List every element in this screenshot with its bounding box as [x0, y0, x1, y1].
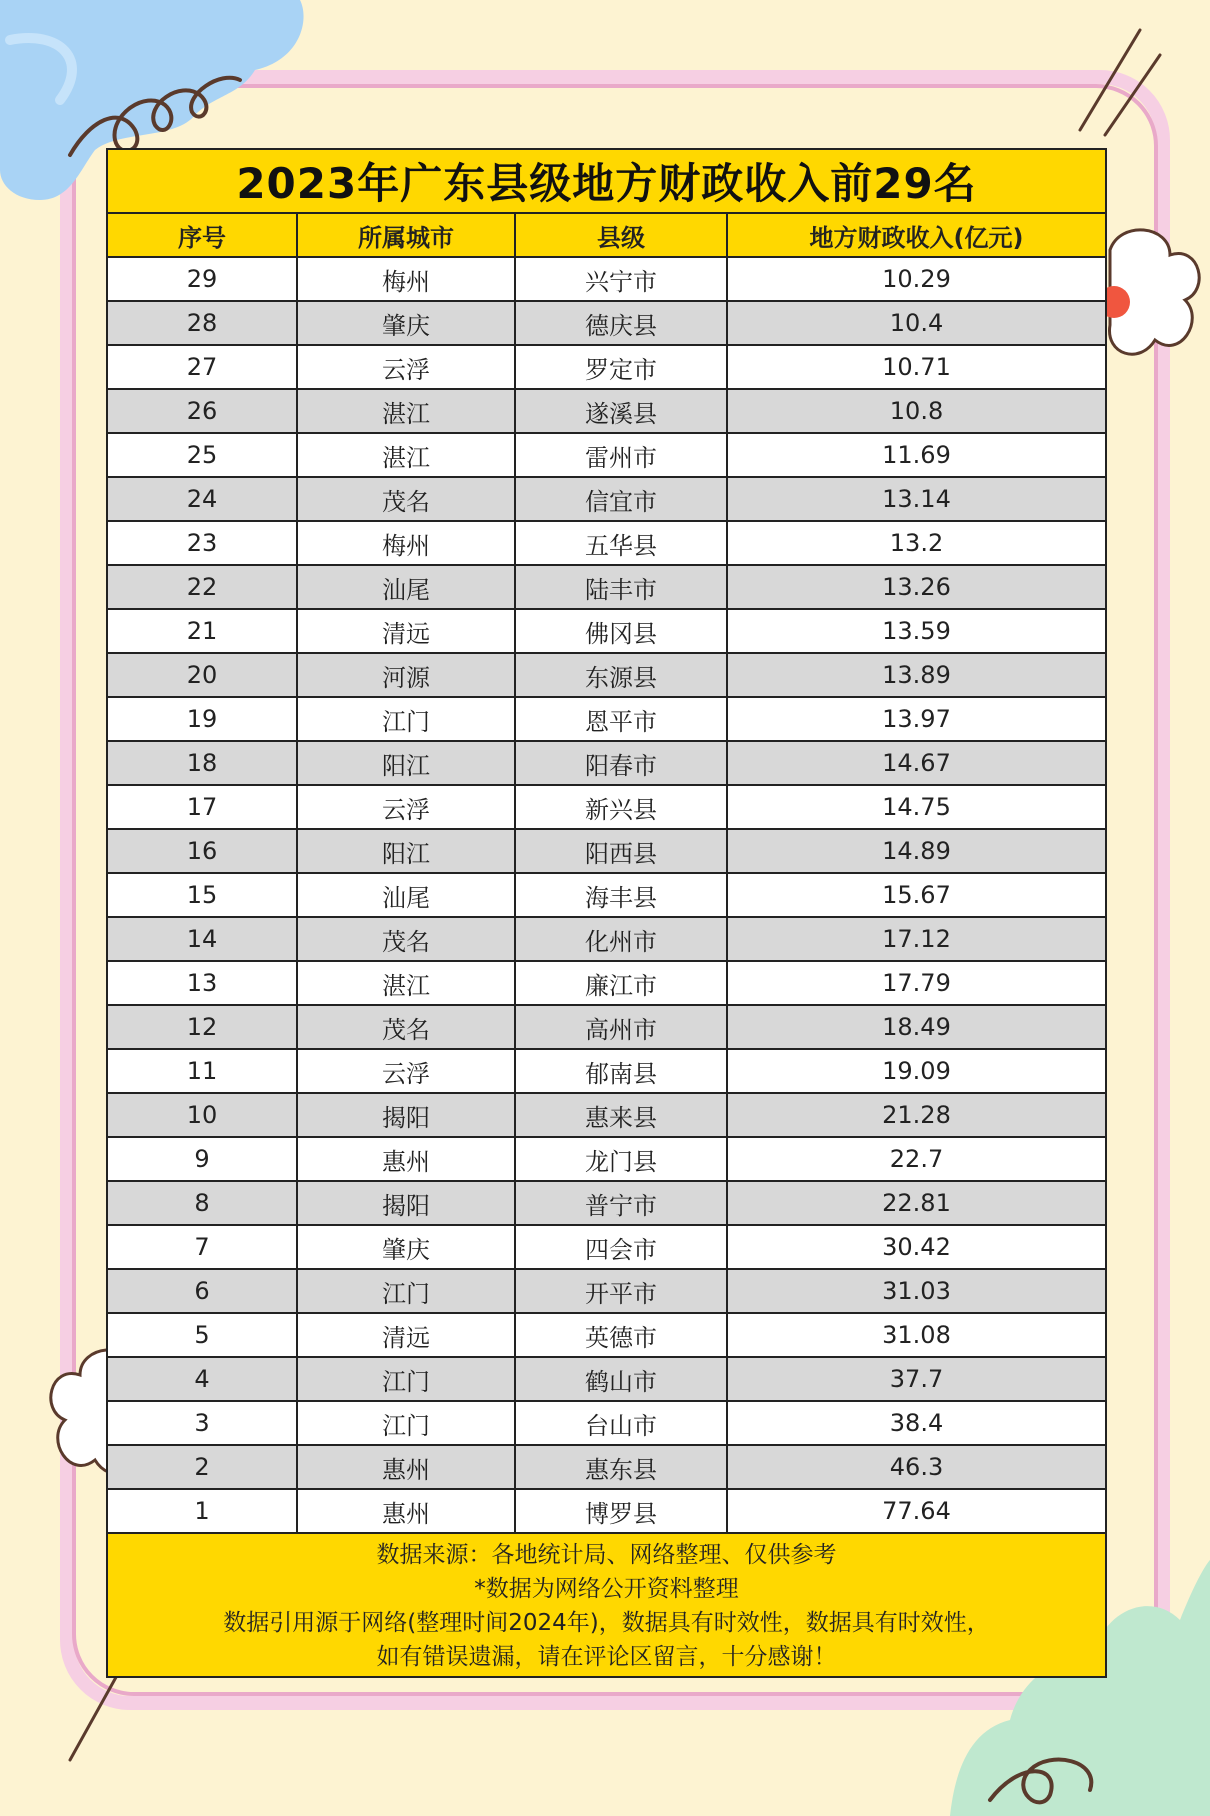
table-row: [108, 345, 1105, 389]
cell-rank: 4: [108, 1357, 297, 1401]
cell-city: 江门: [297, 697, 515, 741]
cell-city: 肇庆: [297, 1225, 515, 1269]
cell-city: 湛江: [297, 961, 515, 1005]
cell-county: 陆丰市: [515, 565, 727, 609]
cell-revenue: 22.7: [727, 1137, 1105, 1181]
cell-revenue: 14.89: [727, 829, 1105, 873]
table-row: [108, 1489, 1105, 1533]
table-row: [108, 609, 1105, 653]
table-row: [108, 477, 1105, 521]
cell-rank: 28: [108, 301, 297, 345]
disclaimer-line: *数据为网络公开资料整理: [474, 1576, 739, 1602]
cell-county: 五华县: [515, 521, 727, 565]
cell-revenue: 30.42: [727, 1225, 1105, 1269]
cell-rank: 20: [108, 653, 297, 697]
table-row: [108, 301, 1105, 345]
cell-city: 梅州: [297, 521, 515, 565]
cell-rank: 21: [108, 609, 297, 653]
cell-county: 信宜市: [515, 477, 727, 521]
cell-revenue: 10.4: [727, 301, 1105, 345]
cell-county: 高州市: [515, 1005, 727, 1049]
header-county: 县级: [515, 214, 727, 257]
cell-rank: 12: [108, 1005, 297, 1049]
cell-rank: 25: [108, 433, 297, 477]
cell-county: 佛冈县: [515, 609, 727, 653]
cell-county: 英德市: [515, 1313, 727, 1357]
table-row: [108, 433, 1105, 477]
cell-county: 遂溪县: [515, 389, 727, 433]
table-row: [108, 653, 1105, 697]
table-row: [108, 1445, 1105, 1489]
cell-city: 惠州: [297, 1445, 515, 1489]
cell-revenue: 46.3: [727, 1445, 1105, 1489]
cell-county: 廉江市: [515, 961, 727, 1005]
cell-city: 汕尾: [297, 565, 515, 609]
cell-city: 云浮: [297, 785, 515, 829]
cell-city: 惠州: [297, 1137, 515, 1181]
cell-city: 江门: [297, 1269, 515, 1313]
cell-city: 河源: [297, 653, 515, 697]
cell-rank: 6: [108, 1269, 297, 1313]
cell-county: 雷州市: [515, 433, 727, 477]
cell-county: 兴宁市: [515, 257, 727, 301]
cell-city: 清远: [297, 609, 515, 653]
cell-city: 阳江: [297, 829, 515, 873]
cell-city: 清远: [297, 1313, 515, 1357]
cell-rank: 10: [108, 1093, 297, 1137]
cell-rank: 3: [108, 1401, 297, 1445]
cell-rank: 18: [108, 741, 297, 785]
table-row: [108, 565, 1105, 609]
cell-county: 博罗县: [515, 1489, 727, 1533]
cell-city: 揭阳: [297, 1181, 515, 1225]
table-row: [108, 1357, 1105, 1401]
header-rank: 序号: [108, 214, 297, 257]
cell-revenue: 31.03: [727, 1269, 1105, 1313]
cell-county: 龙门县: [515, 1137, 727, 1181]
cell-city: 茂名: [297, 917, 515, 961]
cell-revenue: 13.2: [727, 521, 1105, 565]
table-row: [108, 1313, 1105, 1357]
cell-county: 鹤山市: [515, 1357, 727, 1401]
cell-city: 茂名: [297, 1005, 515, 1049]
cell-city: 肇庆: [297, 301, 515, 345]
table-row: [108, 829, 1105, 873]
cell-rank: 13: [108, 961, 297, 1005]
table-row: [108, 1401, 1105, 1445]
cell-rank: 14: [108, 917, 297, 961]
cell-revenue: 14.75: [727, 785, 1105, 829]
cell-city: 江门: [297, 1357, 515, 1401]
cell-city: 惠州: [297, 1489, 515, 1533]
cell-rank: 2: [108, 1445, 297, 1489]
table-row: [108, 389, 1105, 433]
header-revenue: 地方财政收入(亿元): [727, 214, 1105, 257]
table-row: [108, 521, 1105, 565]
cell-county: 郁南县: [515, 1049, 727, 1093]
cell-rank: 29: [108, 257, 297, 301]
cell-rank: 26: [108, 389, 297, 433]
cell-revenue: 10.8: [727, 389, 1105, 433]
disclaimer-line: 如有错误遗漏，请在评论区留言，十分感谢！: [376, 1644, 837, 1670]
cell-county: 罗定市: [515, 345, 727, 389]
cell-city: 云浮: [297, 345, 515, 389]
cell-revenue: 19.09: [727, 1049, 1105, 1093]
cell-rank: 19: [108, 697, 297, 741]
table-row: [108, 1137, 1105, 1181]
table-header-row: [108, 214, 1105, 257]
cell-revenue: 11.69: [727, 433, 1105, 477]
table-row: [108, 1225, 1105, 1269]
cell-revenue: 13.26: [727, 565, 1105, 609]
cell-county: 台山市: [515, 1401, 727, 1445]
table-row: [108, 1269, 1105, 1313]
cell-revenue: 10.71: [727, 345, 1105, 389]
cell-rank: 11: [108, 1049, 297, 1093]
cell-revenue: 13.89: [727, 653, 1105, 697]
cell-county: 新兴县: [515, 785, 727, 829]
cell-revenue: 13.14: [727, 477, 1105, 521]
table-row: [108, 1093, 1105, 1137]
cell-county: 东源县: [515, 653, 727, 697]
cell-city: 茂名: [297, 477, 515, 521]
flower-doodle: [1100, 220, 1210, 370]
cell-rank: 22: [108, 565, 297, 609]
slash-doodle: [1070, 20, 1170, 140]
table-row: [108, 961, 1105, 1005]
cell-county: 四会市: [515, 1225, 727, 1269]
cell-county: 惠东县: [515, 1445, 727, 1489]
cell-county: 阳春市: [515, 741, 727, 785]
cell-revenue: 38.4: [727, 1401, 1105, 1445]
cell-rank: 5: [108, 1313, 297, 1357]
cell-revenue: 31.08: [727, 1313, 1105, 1357]
cell-revenue: 13.59: [727, 609, 1105, 653]
cell-county: 阳西县: [515, 829, 727, 873]
cell-rank: 9: [108, 1137, 297, 1181]
table-row: [108, 917, 1105, 961]
cell-revenue: 21.28: [727, 1093, 1105, 1137]
table-row: [108, 873, 1105, 917]
cell-county: 普宁市: [515, 1181, 727, 1225]
cell-rank: 16: [108, 829, 297, 873]
cell-revenue: 37.7: [727, 1357, 1105, 1401]
table-row: [108, 741, 1105, 785]
cell-city: 阳江: [297, 741, 515, 785]
cell-county: 开平市: [515, 1269, 727, 1313]
cell-city: 湛江: [297, 389, 515, 433]
cell-revenue: 77.64: [727, 1489, 1105, 1533]
cell-city: 湛江: [297, 433, 515, 477]
cell-revenue: 15.67: [727, 873, 1105, 917]
page-title: 2023年广东县级地方财政收入前29名: [108, 150, 1105, 214]
cell-revenue: 17.79: [727, 961, 1105, 1005]
cell-city: 揭阳: [297, 1093, 515, 1137]
cell-revenue: 14.67: [727, 741, 1105, 785]
ranking-sheet: [106, 148, 1107, 1678]
table-row: [108, 785, 1105, 829]
cell-rank: 8: [108, 1181, 297, 1225]
cell-county: 恩平市: [515, 697, 727, 741]
cell-rank: 1: [108, 1489, 297, 1533]
cell-rank: 27: [108, 345, 297, 389]
table-row: [108, 1049, 1105, 1093]
cell-revenue: 17.12: [727, 917, 1105, 961]
cell-county: 德庆县: [515, 301, 727, 345]
cell-city: 江门: [297, 1401, 515, 1445]
cell-rank: 17: [108, 785, 297, 829]
cell-rank: 15: [108, 873, 297, 917]
cell-county: 海丰县: [515, 873, 727, 917]
table-row: [108, 697, 1105, 741]
table-body: [108, 257, 1105, 1533]
table-row: [108, 1181, 1105, 1225]
table-row: [108, 1005, 1105, 1049]
cell-revenue: 13.97: [727, 697, 1105, 741]
source-note: [108, 1534, 1105, 1676]
cell-rank: 23: [108, 521, 297, 565]
cell-rank: 24: [108, 477, 297, 521]
cell-county: 惠来县: [515, 1093, 727, 1137]
cell-revenue: 22.81: [727, 1181, 1105, 1225]
cell-city: 云浮: [297, 1049, 515, 1093]
disclaimer-line: 数据引用源于网络(整理时间2024年)，数据具有时效性，数据具有时效性，: [223, 1610, 990, 1636]
header-city: 所属城市: [297, 214, 515, 257]
cell-rank: 7: [108, 1225, 297, 1269]
cell-city: 汕尾: [297, 873, 515, 917]
ranking-table: [108, 214, 1105, 1534]
cell-county: 化州市: [515, 917, 727, 961]
source-line: 数据来源：各地统计局、网络整理、仅供参考: [376, 1542, 837, 1568]
cell-revenue: 10.29: [727, 257, 1105, 301]
cell-revenue: 18.49: [727, 1005, 1105, 1049]
cell-city: 梅州: [297, 257, 515, 301]
table-row: [108, 257, 1105, 301]
